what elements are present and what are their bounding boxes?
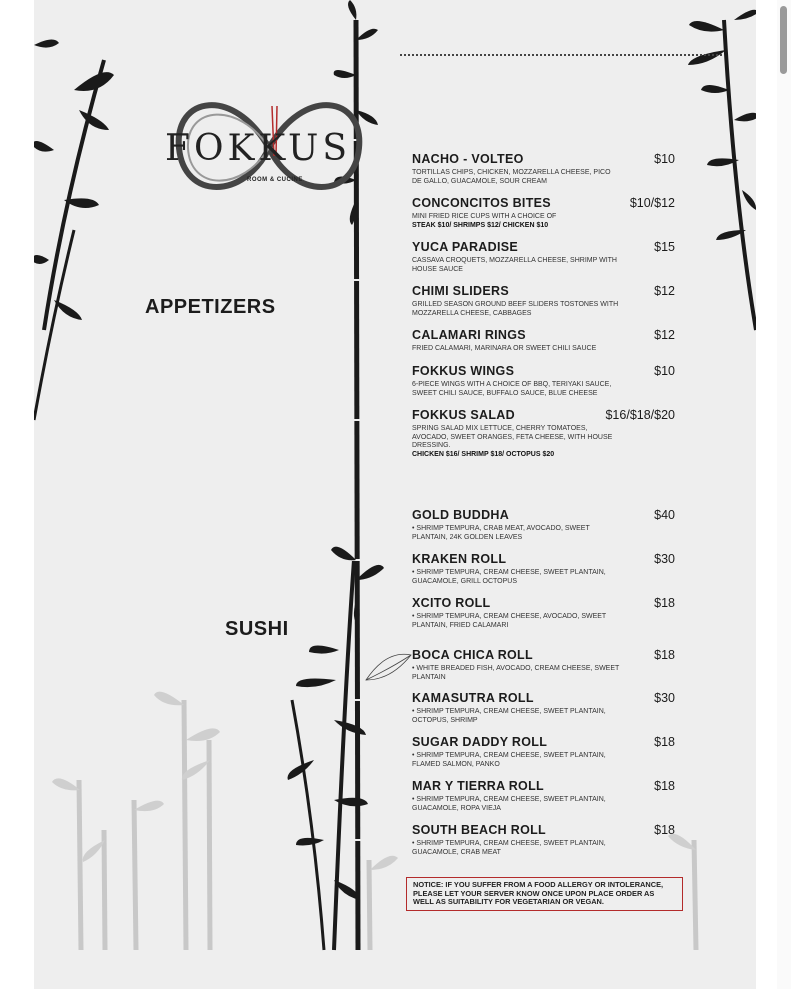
item-name: NACHO - VOLTEO: [412, 152, 524, 166]
bamboo-sketch-leaf: [366, 654, 411, 680]
item-name: FOKKUS SALAD: [412, 408, 515, 422]
item-name: CALAMARI RINGS: [412, 328, 526, 342]
section-title-sushi: SUSHI: [225, 618, 289, 640]
menu-item-appetizer: [412, 364, 675, 398]
item-description: • SHRIMP TEMPURA, CREAM CHEESE, SWEET PLANTAIN, OCTOPUS, SHRIMP: [412, 708, 606, 724]
item-name: KRAKEN ROLL: [412, 552, 507, 566]
menu-page: [34, 0, 756, 989]
item-name: SOUTH BEACH ROLL: [412, 823, 546, 837]
menu-item-sushi: [412, 552, 675, 586]
menu-item-appetizer: [412, 152, 675, 186]
scrollbar-track[interactable]: [777, 0, 791, 989]
section-title-appetizers: APPETIZERS: [145, 296, 276, 318]
item-price: $30: [654, 691, 675, 705]
menu-item-sushi: [412, 735, 675, 769]
item-price: $30: [654, 552, 675, 566]
item-price: $18: [654, 735, 675, 749]
dotted-divider: [400, 54, 722, 56]
item-price: $15: [654, 240, 675, 254]
item-description: • SHRIMP TEMPURA, CREAM CHEESE, SWEET PLANTAIN, GUACAMOLE, ROPA VIEJA: [412, 796, 606, 812]
item-price: $18: [654, 596, 675, 610]
menu-item-sushi: [412, 823, 675, 857]
item-description: MINI FRIED RICE CUPS WITH A CHOICE OF: [412, 213, 557, 220]
item-description: • SHRIMP TEMPURA, CREAM CHEESE, AVOCADO, SWEET PLANTAIN, FRIED CALAMARI: [412, 613, 607, 629]
item-description: • SHRIMP TEMPURA, CREAM CHEESE, SWEET PLANTAIN, FLAMED SALMON, PANKO: [412, 752, 606, 768]
item-price: $18: [654, 823, 675, 837]
item-description: • WHITE BREADED FISH, AVOCADO, CREAM CHEESE, SWEET PLANTAIN: [412, 665, 620, 681]
item-name: FOKKUS WINGS: [412, 364, 515, 378]
item-name: KAMASUTRA ROLL: [412, 691, 534, 705]
item-description: TORTILLAS CHIPS, CHICKEN, MOZZARELLA CHEESE, PICO DE GALLO, GUACAMOLE, SOUR CREAM: [412, 169, 611, 185]
item-price: $10/$12: [629, 196, 675, 210]
item-description: GRILLED SEASON GROUND BEEF SLIDERS TOSTONES WITH MOZZARELLA CHEESE, CABBAGES: [412, 301, 619, 317]
scrollbar-thumb[interactable]: [780, 6, 787, 74]
bamboo-right-leaves: [688, 10, 756, 240]
item-price: $12: [654, 328, 675, 342]
menu-item-appetizer: [412, 408, 675, 459]
item-price: $40: [654, 508, 675, 522]
item-name: BOCA CHICA ROLL: [412, 648, 533, 662]
menu-item-sushi: [412, 596, 675, 630]
item-description: • SHRIMP TEMPURA, CREAM CHEESE, SWEET PLANTAIN, GUACAMOLE, CRAB MEAT: [412, 840, 606, 856]
menu-item-sushi: [412, 508, 675, 542]
item-name: MAR Y TIERRA ROLL: [412, 779, 544, 793]
item-name: XCITO ROLL: [412, 596, 491, 610]
item-name: SUGAR DADDY ROLL: [412, 735, 548, 749]
logo-wordmark: FOKKUS: [165, 128, 351, 169]
item-name: CONCONCITOS BITES: [412, 196, 551, 210]
item-options: CHICKEN $16/ SHRIMP $18/ OCTOPUS $20: [412, 450, 555, 458]
item-name: GOLD BUDDHA: [412, 508, 510, 522]
item-price: $18: [654, 779, 675, 793]
item-price: $12: [654, 284, 675, 298]
menu-item-sushi: [412, 648, 675, 682]
item-name: CHIMI SLIDERS: [412, 284, 509, 298]
item-description: • SHRIMP TEMPURA, CREAM CHEESE, SWEET PLANTAIN, GUACAMOLE, GRILL OCTOPUS: [412, 569, 606, 585]
menu-item-appetizer: [412, 284, 675, 318]
item-price: $16/$18/$20: [605, 408, 675, 422]
item-price: $10: [654, 364, 675, 378]
item-options: STEAK $10/ SHRIMPS $12/ CHICKEN $10: [412, 221, 549, 229]
item-price: $10: [654, 152, 675, 166]
menu-item-sushi: [412, 691, 675, 725]
menu-item-appetizer: [412, 196, 675, 230]
menu-item-appetizer: [412, 240, 675, 274]
item-description: • SHRIMP TEMPURA, CRAB MEAT, AVOCADO, SWEET PLANTAIN, 24K GOLDEN LEAVES: [412, 525, 590, 541]
bamboo-left-stalk: [34, 60, 104, 420]
menu-item-appetizer: [412, 328, 675, 354]
item-description: SPRING SALAD MIX LETTUCE, CHERRY TOMATOES, AVOCADO, SWEET ORANGES, FETA CHEESE, WITH HOUSE DRESSING.: [412, 425, 613, 449]
bamboo-right-stalk: [724, 20, 756, 330]
item-description: 6-PIECE WINGS WITH A CHOICE OF BBQ, TERIYAKI SAUCE, SWEET CHILI SAUCE, BUFFALO SAUCE, BLUE CHEESE: [412, 381, 612, 397]
logo-subtitle: ROOM & CUCINE: [247, 177, 303, 183]
item-description: CASSAVA CROQUETS, MOZZARELLA CHEESE, SHRIMP WITH HOUSE SAUCE: [412, 257, 617, 273]
menu-item-sushi: [412, 779, 675, 813]
item-name: YUCA PARADISE: [412, 240, 518, 254]
allergy-notice: NOTICE: IF YOU SUFFER FROM A FOOD ALLERGY OR INTOLERANCE, PLEASE LET YOUR SERVER KNOW ONCE UPON PLACE ORDER AS WELL AS SUITABILITY FOR VEGETARIAN OR VEGAN.: [406, 877, 683, 911]
item-description: FRIED CALAMARI, MARINARA OR SWEET CHILI SAUCE: [412, 345, 597, 352]
item-price: $18: [654, 648, 675, 662]
